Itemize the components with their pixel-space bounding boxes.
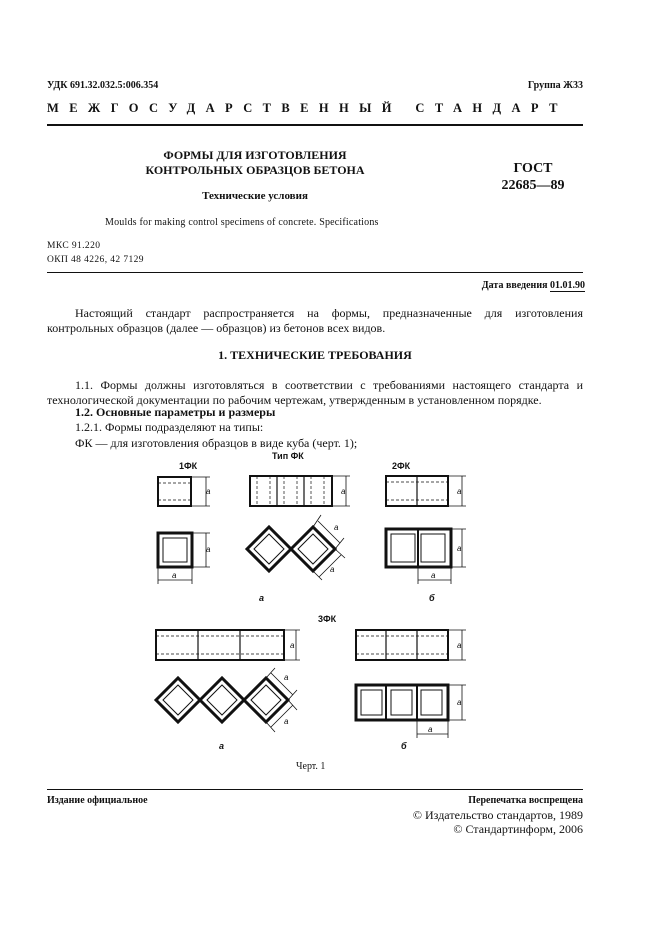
sublabel-a-1: а xyxy=(259,593,265,603)
mould-3fk-a-side-view xyxy=(156,630,300,660)
label-1fk: 1ФК xyxy=(179,461,198,471)
copyright-2006: © Стандартинформ, 2006 xyxy=(453,822,583,836)
gost-label: ГОСТ xyxy=(513,161,553,176)
dim-label-2fk-side: а xyxy=(457,487,462,496)
copyright-1989: © Издательство стандартов, 1989 xyxy=(412,808,583,822)
document-subtitle: Технические условия xyxy=(202,190,308,202)
mould-1fk-plan-view xyxy=(158,533,210,584)
dim-label-3fk-a-diag2: а xyxy=(284,717,289,726)
mould-3fk-a-plan-view xyxy=(156,668,297,732)
dim-label-1fk-side: а xyxy=(206,487,211,496)
dim-label-fk-a-side: а xyxy=(341,487,346,496)
dim-label-3fk-a-side: а xyxy=(290,641,295,650)
gost-number: 22685—89 xyxy=(501,178,565,193)
paragraph-fk: ФК — для изготовления образцов в виде куба (черт. 1); xyxy=(75,436,358,450)
udk-code: УДК 691.32.032.5:006.354 xyxy=(47,80,159,91)
dim-label-1fk-plan: а xyxy=(206,545,211,554)
group-code: Группа Ж33 xyxy=(527,80,583,91)
okp-code: ОКП 48 4226, 42 7129 xyxy=(47,255,144,265)
title-line-1: ФОРМЫ ДЛЯ ИЗГОТОВЛЕНИЯ xyxy=(163,148,347,162)
sublabel-a-2: а xyxy=(219,741,225,751)
paragraph-1-2-1: 1.2.1. Формы подразделяют на типы: xyxy=(75,420,264,434)
mks-code: МКС 91.220 xyxy=(47,241,101,251)
intro-date-label: Дата введения xyxy=(481,280,548,291)
mould-2fk-plan-view xyxy=(386,529,466,584)
section-1-heading: 1. ТЕХНИЧЕСКИЕ ТРЕБОВАНИЯ xyxy=(218,348,412,362)
dim-label-fk-a-diag1: а xyxy=(334,523,339,532)
title-line-2: КОНТРОЛЬНЫХ ОБРАЗЦОВ БЕТОНА xyxy=(145,163,365,177)
dim-label-3fk-b-width: а xyxy=(428,725,433,734)
figure-caption: Черт. 1 xyxy=(296,761,326,772)
label-2fk: 2ФК xyxy=(392,461,411,471)
dim-label-3fk-b-plan: а xyxy=(457,698,462,707)
official-edition: Издание официальное xyxy=(47,795,148,806)
standard-type: МЕЖГОСУДАРСТВЕННЫЙ СТАНДАРТ xyxy=(47,101,568,115)
dim-label-3fk-a-diag1: а xyxy=(284,673,289,682)
heading-1-2: 1.2. Основные параметры и размеры xyxy=(75,405,276,419)
dim-label-3fk-b-side: а xyxy=(457,641,462,650)
mould-fk-a-side-view xyxy=(250,476,350,506)
sublabel-b-1: б xyxy=(429,593,435,603)
mould-2fk-side-view xyxy=(386,476,466,506)
label-3fk: 3ФК xyxy=(318,614,337,624)
paragraph-1-1: 1.1. Формы должны изготовляться в соответствии с требованиями настоящего стандарта и технологической документации по рабочим чертежам, утвержденным в установленном порядке. xyxy=(47,378,583,407)
dim-label-fk-a-diag2: а xyxy=(330,565,335,574)
type-fk-title: Тип ФК xyxy=(272,451,304,461)
footer-rule xyxy=(47,789,583,790)
mould-1fk-side-view xyxy=(158,477,210,506)
sublabel-b-2: б xyxy=(401,741,407,751)
mould-3fk-b-plan-view xyxy=(356,685,466,738)
english-title: Moulds for making control specimens of concrete. Specifications xyxy=(105,217,379,228)
dim-label-2fk-width: а xyxy=(431,571,436,580)
intro-date-value: 01.01.90 xyxy=(550,280,585,291)
mould-3fk-b-side-view xyxy=(356,630,466,660)
intro-paragraph: Настоящий стандарт распространяется на формы, предназначенные для изготовления контрольных образцов (далее — образцов) из бетонов всех видов. xyxy=(47,306,583,335)
reprint-notice: Перепечатка воспрещена xyxy=(468,795,583,806)
dim-label-1fk-width: а xyxy=(172,571,177,580)
dim-label-2fk-plan: а xyxy=(457,544,462,553)
